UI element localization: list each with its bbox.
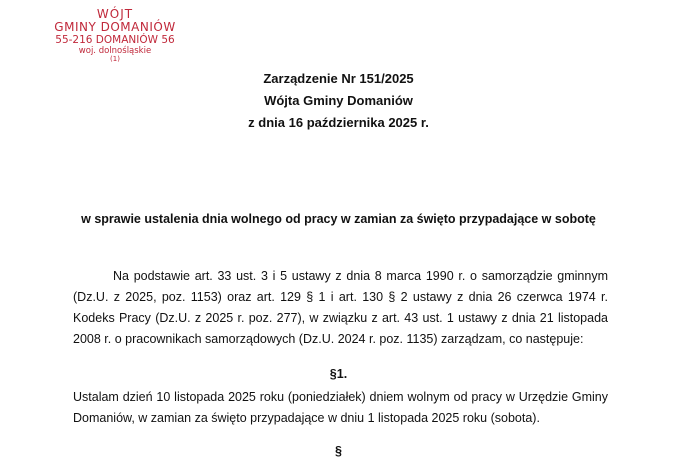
stamp-municipality: GMINY DOMANIÓW [54,20,176,35]
legal-basis-paragraph: Na podstawie art. 33 ust. 3 i 5 ustawy z dnia 8 marca 1990 r. o samorządzie gminnym (Dz.U. z 2025, poz. 1153) oraz art. 129 § 1 i art. 130 § 2 ustawy z dnia 26 czerwca 1974 r. Kodeks Pracy (Dz.U. z 2025 r. poz. 277), w związku z art. 43 ust. 1 ustawy z dnia 21 listopada 2008 r. o pracownikach samorządowych (Dz.U. 2024 r. poz. 1135) zarządzam, co następuje: [73,269,608,346]
section-2-mark-partial: § [335,444,342,458]
stamp-voivodeship: woj. dolnośląskie [78,45,152,56]
document-subject: w sprawie ustalenia dnia wolnego od pracy w zamian za święto przypadające w sobotę [81,212,596,226]
stamp-address: 55-216 DOMANIÓW 56 [55,33,175,46]
section-1-mark: §1. [329,367,348,381]
official-stamp [30,8,200,64]
stamp-title: WÓJT [96,7,134,21]
stamp-number: (1) [110,55,120,64]
document-header [0,68,677,134]
document-title: Zarządzenie Nr 151/2025 [263,71,414,86]
document-date: z dnia 16 października 2025 r. [248,115,429,130]
section-1-text: Ustalam dzień 10 listopada 2025 roku (poniedziałek) dniem wolnym od pracy w Urzędzie Gminy Domaniów, w zamian za święto przypadające w dniu 1 listopada 2025 roku (sobota). [73,390,608,425]
document-authority: Wójta Gminy Domaniów [264,93,413,108]
